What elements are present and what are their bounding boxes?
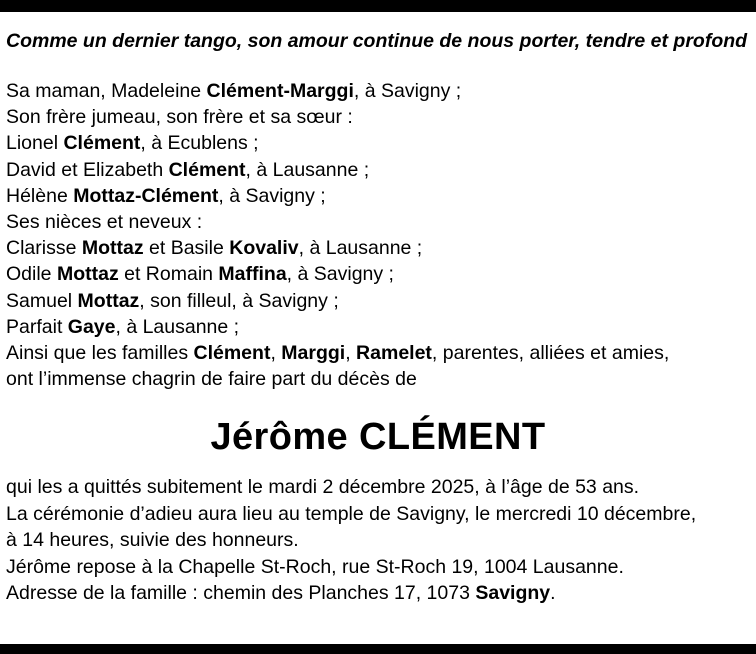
- text-run: , à Savigny ;: [218, 184, 326, 207]
- surname-emphasis: Savigny: [475, 582, 551, 605]
- notice-body: [0, 26, 756, 606]
- detail-line: [6, 527, 750, 553]
- family-line: [6, 130, 750, 156]
- surname-emphasis: Ramelet: [356, 342, 432, 365]
- text-run: , parentes, alliées et amies,: [431, 342, 670, 365]
- text-run: Odile: [6, 263, 57, 286]
- surname-emphasis: Mottaz: [81, 237, 144, 260]
- family-line: [6, 209, 750, 235]
- text-run: , à Savigny ;: [286, 263, 394, 286]
- text-run: ,: [270, 342, 282, 365]
- text-run: ,: [345, 342, 357, 365]
- text-run: , son filleul, à Savigny ;: [139, 289, 339, 312]
- family-line: [6, 157, 750, 183]
- family-line: [6, 261, 750, 287]
- surname-emphasis: Clément: [193, 342, 271, 365]
- text-run: et Romain: [118, 263, 219, 286]
- text-run: Clarisse: [6, 237, 82, 260]
- detail-line: [6, 474, 750, 500]
- family-line: [6, 78, 750, 104]
- family-line: [6, 340, 750, 366]
- family-list: [6, 78, 750, 392]
- family-line: [6, 314, 750, 340]
- text-run: .: [550, 582, 556, 605]
- detail-line: [6, 554, 750, 580]
- text-run: Parfait: [6, 315, 68, 338]
- surname-emphasis: Gaye: [67, 315, 116, 338]
- text-run: La cérémonie d’adieu aura lieu au temple de Savigny, le mercredi 10 décembre,: [6, 502, 697, 525]
- text-run: à 14 heures, suivie des honneurs.: [6, 529, 299, 552]
- ceremony-details: [6, 474, 750, 606]
- text-run: ont l’immense chagrin de faire part du décès de: [6, 368, 417, 391]
- family-line: [6, 183, 750, 209]
- surname-emphasis: Maffina: [218, 263, 287, 286]
- text-run: Adresse de la famille : chemin des Planches 17, 1073: [6, 582, 476, 605]
- text-run: , à Lausanne ;: [298, 237, 423, 260]
- epigraph-text: Comme un dernier tango, son amour continue de nous porter, tendre et profond: [6, 30, 748, 52]
- family-line: [6, 235, 750, 261]
- text-run: Samuel: [6, 289, 78, 312]
- text-run: David et Elizabeth: [6, 158, 169, 181]
- detail-line: [6, 501, 750, 527]
- bottom-border-rule: [0, 644, 756, 654]
- text-run: Ainsi que les familles: [6, 342, 194, 365]
- text-run: Son frère jumeau, son frère et sa sœur :: [6, 106, 353, 129]
- surname-emphasis: Clément: [168, 158, 246, 181]
- text-run: Sa maman, Madeleine: [6, 80, 207, 102]
- text-run: , à Ecublens ;: [140, 132, 259, 155]
- text-run: , à Savigny ;: [353, 80, 462, 102]
- top-border-rule: [0, 0, 756, 12]
- text-run: Jérôme repose à la Chapelle St-Roch, rue St-Roch 19, 1004 Lausanne.: [6, 555, 624, 578]
- surname-emphasis: Clément: [63, 132, 141, 155]
- text-run: Hélène: [6, 184, 74, 207]
- epigraph-spacer: [6, 56, 750, 78]
- surname-emphasis: Marggi: [281, 342, 346, 365]
- text-run: Ses nièces et neveux :: [6, 211, 203, 234]
- surname-emphasis: Mottaz-Clément: [73, 184, 219, 207]
- text-run: qui les a quittés subitement le mardi 2 décembre 2025, à l’âge de 53 ans.: [6, 476, 640, 499]
- family-line: [6, 104, 750, 130]
- text-run: , à Lausanne ;: [245, 158, 370, 181]
- family-line: [6, 366, 750, 392]
- text-run: et Basile: [143, 237, 230, 260]
- surname-emphasis: Kovaliv: [229, 237, 299, 260]
- surname-emphasis: Mottaz: [77, 289, 140, 312]
- detail-line: [6, 580, 750, 606]
- surname-emphasis: Clément-Marggi: [206, 80, 354, 102]
- text-run: , à Lausanne ;: [115, 315, 240, 338]
- text-run: Lionel: [6, 132, 64, 155]
- surname-emphasis: Mottaz: [56, 263, 119, 286]
- deceased-name: Jérôme CLÉMENT: [210, 416, 546, 459]
- family-line: [6, 288, 750, 314]
